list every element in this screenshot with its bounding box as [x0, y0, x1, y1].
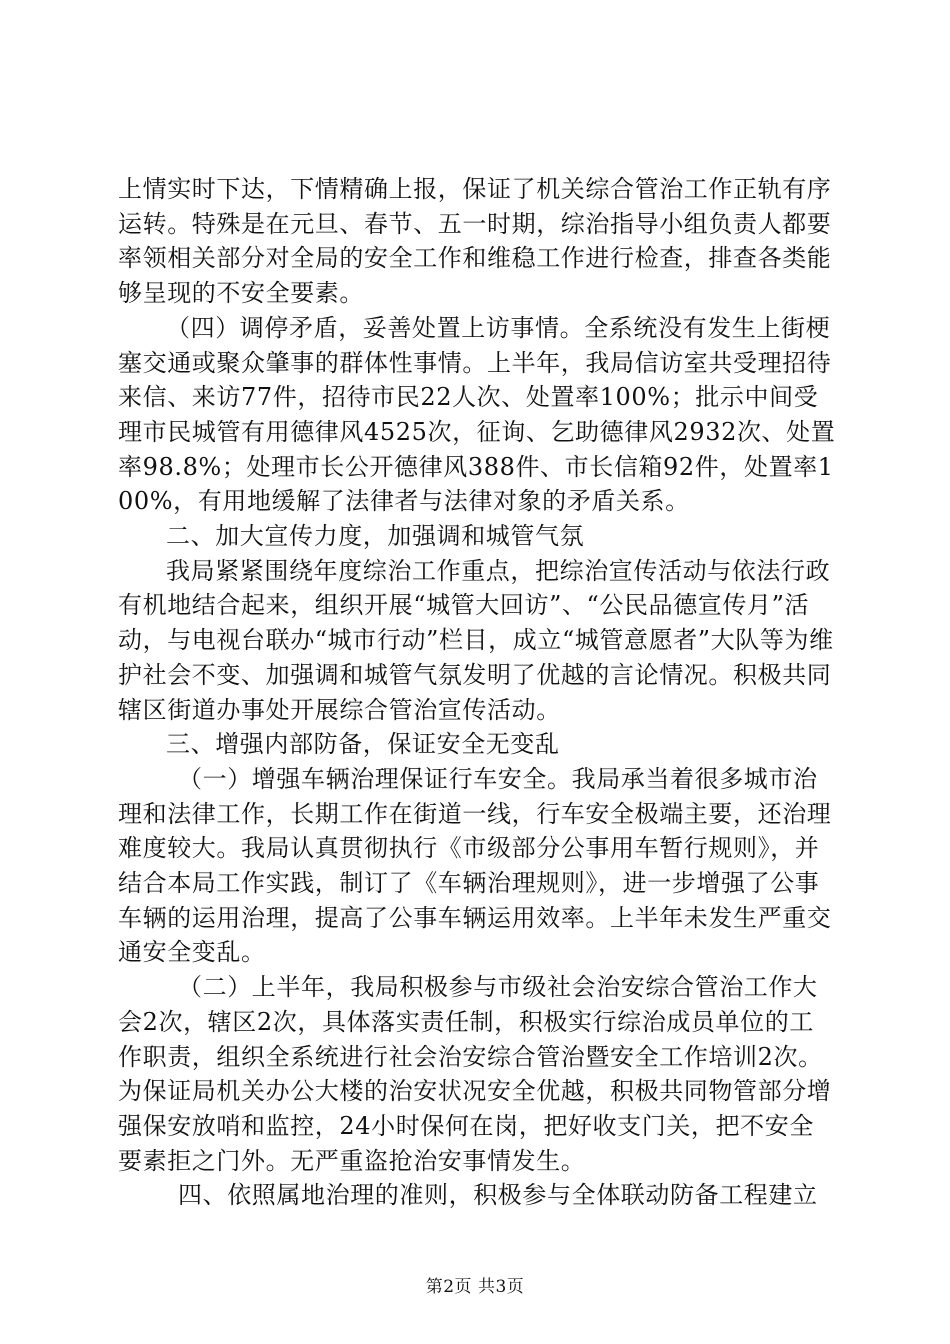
paragraph-continuation: 上情实时下达，下情精确上报，保证了机关综合管治工作正轨有序运转。特殊是在元旦、春节、五一时期，综治指导小组负责人都要率领相关部分对全局的安全工作和维稳工作进行检查，排查各类能够呈现的不安全要素。: [118, 175, 832, 308]
heading-internal-defense: 三、增强内部防备，保证安全无变乱: [166, 730, 560, 759]
paragraph-first-half: （二）上半年，我局积极参与市级社会治安综合管治工作大会2次，辖区2次，具体落实责任制，积极实行综治成员单位的工作职责，组织全系统进行社会治安综合管治暨安全工作培训2次。为保证局机关办公大楼的治安状况安全优越，积极共同物管部分增强保安放哨和监控，24小时保何在岗，把好收支门关，把不安全要素拒之门外。无严重盗抢治安事情发生。: [118, 973, 832, 1175]
paragraph-publicity: 我局紧紧围绕年度综治工作重点，把综治宣传活动与依法行政有机地结合起来，组织开展“城管大回访”、“公民品德宣传月”活动，与电视台联办“城市行动”栏目，成立“城管意愿者”大队等为维护社会不变、加强调和城管气氛发明了优越的言论情况。积极共同辖区街道办事处开展综合管治宣传活动。: [118, 556, 834, 724]
paragraph-vehicle-management: （一）增强车辆治理保证行车安全。我局承当着很多城市治理和法律工作，长期工作在街道一线，行车安全极端主要，还治理难度较大。我局认真贯彻执行《市级部分公事用车暂行规则》，并结合本局工作实践，制订了《车辆治理规则》，进一步增强了公事车辆的运用治理，提高了公事车辆运用效率。上半年未发生严重交通安全变乱。: [118, 764, 832, 967]
page-footer: 第2页 共3页: [425, 1277, 525, 1297]
heading-publicity: 二、加大宣传力度，加强调和城管气氛: [166, 522, 585, 551]
paragraph-section-4: （四）调停矛盾，妥善处置上访事情。全系统没有发生上街梗塞交通或聚众肇事的群体性事情。上半年，我局信访室共受理招待来信、来访77件，招待市民22人次、处置率100%；批示中间受理市民城管有用德律风4525次，征询、乞助德律风2932次、处置率98.8%；处理市长公开德律风388件、市长信箱92件，处置率100%，有用地缓解了法律者与法律对象的矛盾关系。: [118, 313, 836, 516]
document-body: [118, 172, 838, 1213]
heading-territorial-management: 四、依照属地治理的准则，积极参与全体联动防备工程建立: [178, 1181, 818, 1210]
